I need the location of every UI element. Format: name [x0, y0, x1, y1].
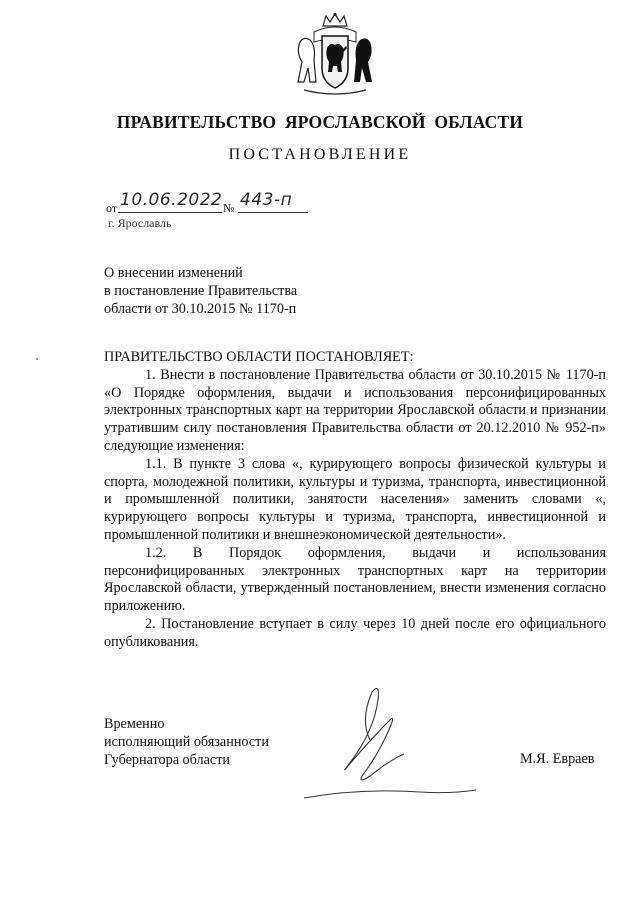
- subject-line: в постановление Правительства: [104, 283, 298, 299]
- signatory-line: Губернатора области: [104, 751, 230, 768]
- margin-mark: [36, 358, 38, 360]
- number-prefix: №: [223, 201, 235, 215]
- paragraph-1: 1. Внести в постановление Правительства области от 30.10.2015 № 1170-п «О Порядке оформления, выдачи и использования персонифицированных электронных транспортных карт на территории Ярославской области и признании утратившим силу постановления Правительства области от 20.12.2010 № 952-п» следующие изменения:: [104, 366, 606, 454]
- signatory-title: [104, 716, 269, 769]
- subject-line: О внесении изменений: [104, 265, 243, 281]
- handwritten-signature: [300, 680, 480, 810]
- yaroslavl-coat-of-arms-icon: [290, 12, 380, 100]
- document-type: ПОСТАНОВЛЕНИЕ: [228, 146, 412, 163]
- signer-name: М.Я. Евраев: [520, 751, 595, 767]
- document-number: 443-п: [240, 190, 293, 210]
- date-underline: [118, 212, 222, 213]
- subject-line: области от 30.10.2015 № 1170-п: [104, 301, 297, 317]
- paragraph-1-2: 1.2. В Порядок оформления, выдачи и использования персонифицированных электронных транспортных карт на территории Ярославской области, утвержденный постановлением, внести изменения согласно приложению.: [104, 544, 606, 615]
- resolution-heading: ПРАВИТЕЛЬСТВО ОБЛАСТИ ПОСТАНОВЛЯЕТ:: [104, 349, 414, 365]
- date-prefix: от: [106, 201, 118, 215]
- city: г. Ярославль: [108, 216, 172, 230]
- document-body: [104, 349, 606, 652]
- paragraph-1-1: 1.1. В пункте 3 слова «, курирующего вопросы физической культуры и спорта, молодежной политики, культуры и туризма, транспорта, инвестиционной и промышленной политики, занятости населения» заменить словами «, курирующего вопросы культуры и туризма, транспорта, инвестиционной и промышленной политики и внешнеэкономической деятельности».: [104, 455, 606, 543]
- date-number-line: [106, 190, 316, 216]
- document-date: 10.06.2022: [120, 190, 223, 210]
- organization-title: ПРАВИТЕЛЬСТВО ЯРОСЛАВСКОЙ ОБЛАСТИ: [116, 112, 524, 132]
- document-subject: [104, 264, 297, 318]
- paragraph-2: 2. Постановление вступает в силу через 10 дней после его официального опубликования.: [104, 615, 606, 650]
- signatory-line: исполняющий обязанности: [104, 733, 269, 750]
- signatory-line: Временно: [104, 716, 165, 732]
- number-underline: [238, 212, 308, 213]
